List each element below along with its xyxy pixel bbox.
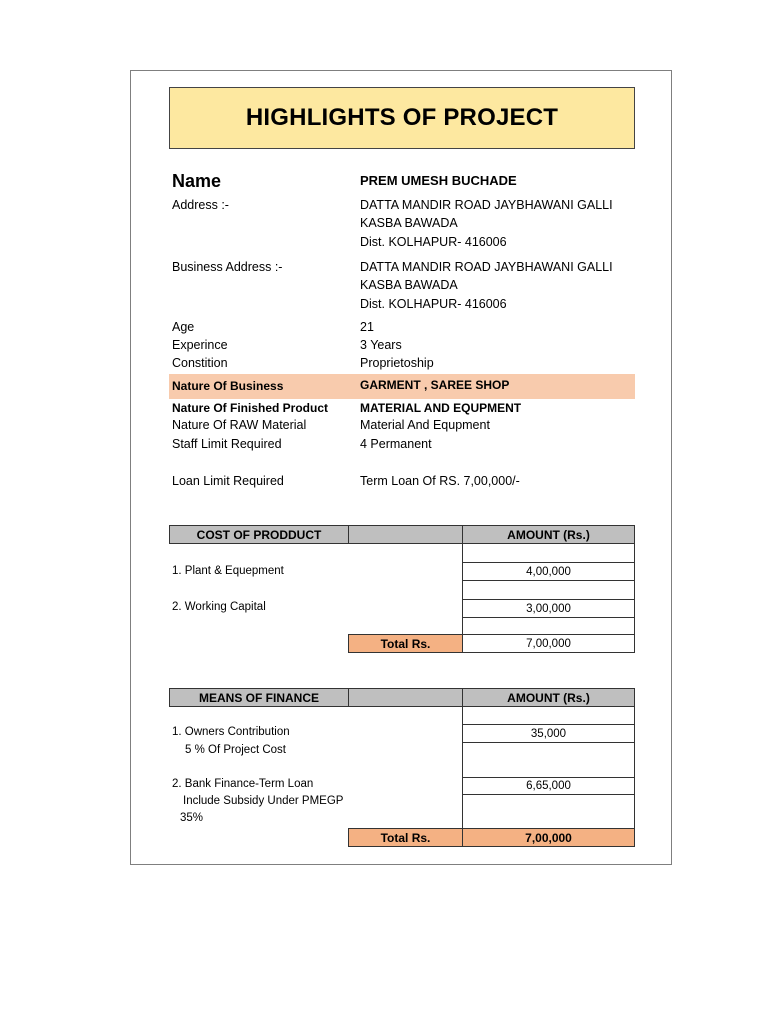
- name-label: Name: [172, 171, 222, 191]
- finance-item1-sub: 5 % Of Project Cost: [185, 744, 286, 756]
- cost-table-empty-cell: [462, 617, 635, 635]
- raw-material-value: Material And Equpment: [360, 418, 490, 432]
- age-label: Age: [172, 320, 195, 334]
- page-title: HIGHLIGHTS OF PROJECT: [169, 87, 635, 149]
- business-address-line-2: KASBA BAWADA: [360, 278, 458, 292]
- finance-item2-sub2: 35%: [180, 812, 204, 824]
- business-address-line-1: DATTA MANDIR ROAD JAYBHAWANI GALLI: [360, 260, 613, 274]
- raw-material-label: Nature Of RAW Material: [172, 418, 307, 432]
- address-line-1: DATTA MANDIR ROAD JAYBHAWANI GALLI: [360, 198, 613, 212]
- cost-table-header-right: AMOUNT (Rs.): [462, 525, 635, 544]
- finance-item1-label: 1. Owners Contribution: [172, 726, 290, 738]
- cost-item1-label: 1. Plant & Equepment: [172, 565, 284, 577]
- business-address-line-3: Dist. KOLHAPUR- 416006: [360, 297, 507, 311]
- name-value: PREM UMESH BUCHADE: [360, 173, 517, 188]
- cost-table-header-mid: [348, 525, 463, 544]
- loan-label: Loan Limit Required: [172, 474, 284, 488]
- age-value: 21: [360, 320, 374, 334]
- loan-value: Term Loan Of RS. 7,00,000/-: [360, 474, 520, 488]
- nature-business-value: GARMENT , SAREE SHOP: [360, 378, 510, 392]
- address-line-3: Dist. KOLHAPUR- 416006: [360, 235, 507, 249]
- staff-label: Staff Limit Required: [172, 437, 282, 451]
- finance-item2-sub1: Include Subsidy Under PMEGP: [183, 795, 344, 807]
- finance-total-value: 7,00,000: [462, 828, 635, 847]
- finance-item2-label: 2. Bank Finance-Term Loan: [172, 778, 314, 790]
- experience-label: Experince: [172, 338, 228, 352]
- finished-product-value: MATERIAL AND EQUPMENT: [360, 401, 522, 415]
- cost-item2-label: 2. Working Capital: [172, 601, 266, 613]
- finance-item2-value: 6,65,000: [462, 777, 635, 795]
- finance-item1-value: 35,000: [462, 724, 635, 743]
- finance-table-empty-cell: [462, 706, 635, 725]
- constitution-value: Proprietoship: [360, 356, 434, 370]
- finished-product-label: Nature Of Finished Product: [172, 401, 329, 415]
- cost-item2-value: 3,00,000: [462, 599, 635, 618]
- nature-business-label: Nature Of Business: [172, 379, 284, 393]
- constitution-label: Constition: [172, 356, 228, 370]
- staff-value: 4 Permanent: [360, 437, 432, 451]
- cost-table-empty-cell: [462, 580, 635, 600]
- cost-total-label: Total Rs.: [348, 634, 463, 653]
- finance-table-header-mid: [348, 688, 463, 707]
- finance-table-header-left: MEANS OF FINANCE: [169, 688, 349, 707]
- finance-table-empty-cell: [462, 794, 635, 829]
- cost-item1-value: 4,00,000: [462, 562, 635, 581]
- finance-table-header-right: AMOUNT (Rs.): [462, 688, 635, 707]
- finance-total-label: Total Rs.: [348, 828, 463, 847]
- cost-total-value: 7,00,000: [462, 634, 635, 653]
- address-line-2: KASBA BAWADA: [360, 216, 458, 230]
- cost-table-empty-cell: [462, 543, 635, 563]
- address-label: Address :-: [172, 198, 229, 212]
- finance-table-empty-cell: [462, 742, 635, 778]
- cost-table-header-left: COST OF PRODDUCT: [169, 525, 349, 544]
- experience-value: 3 Years: [360, 338, 402, 352]
- business-address-label: Business Address :-: [172, 260, 283, 274]
